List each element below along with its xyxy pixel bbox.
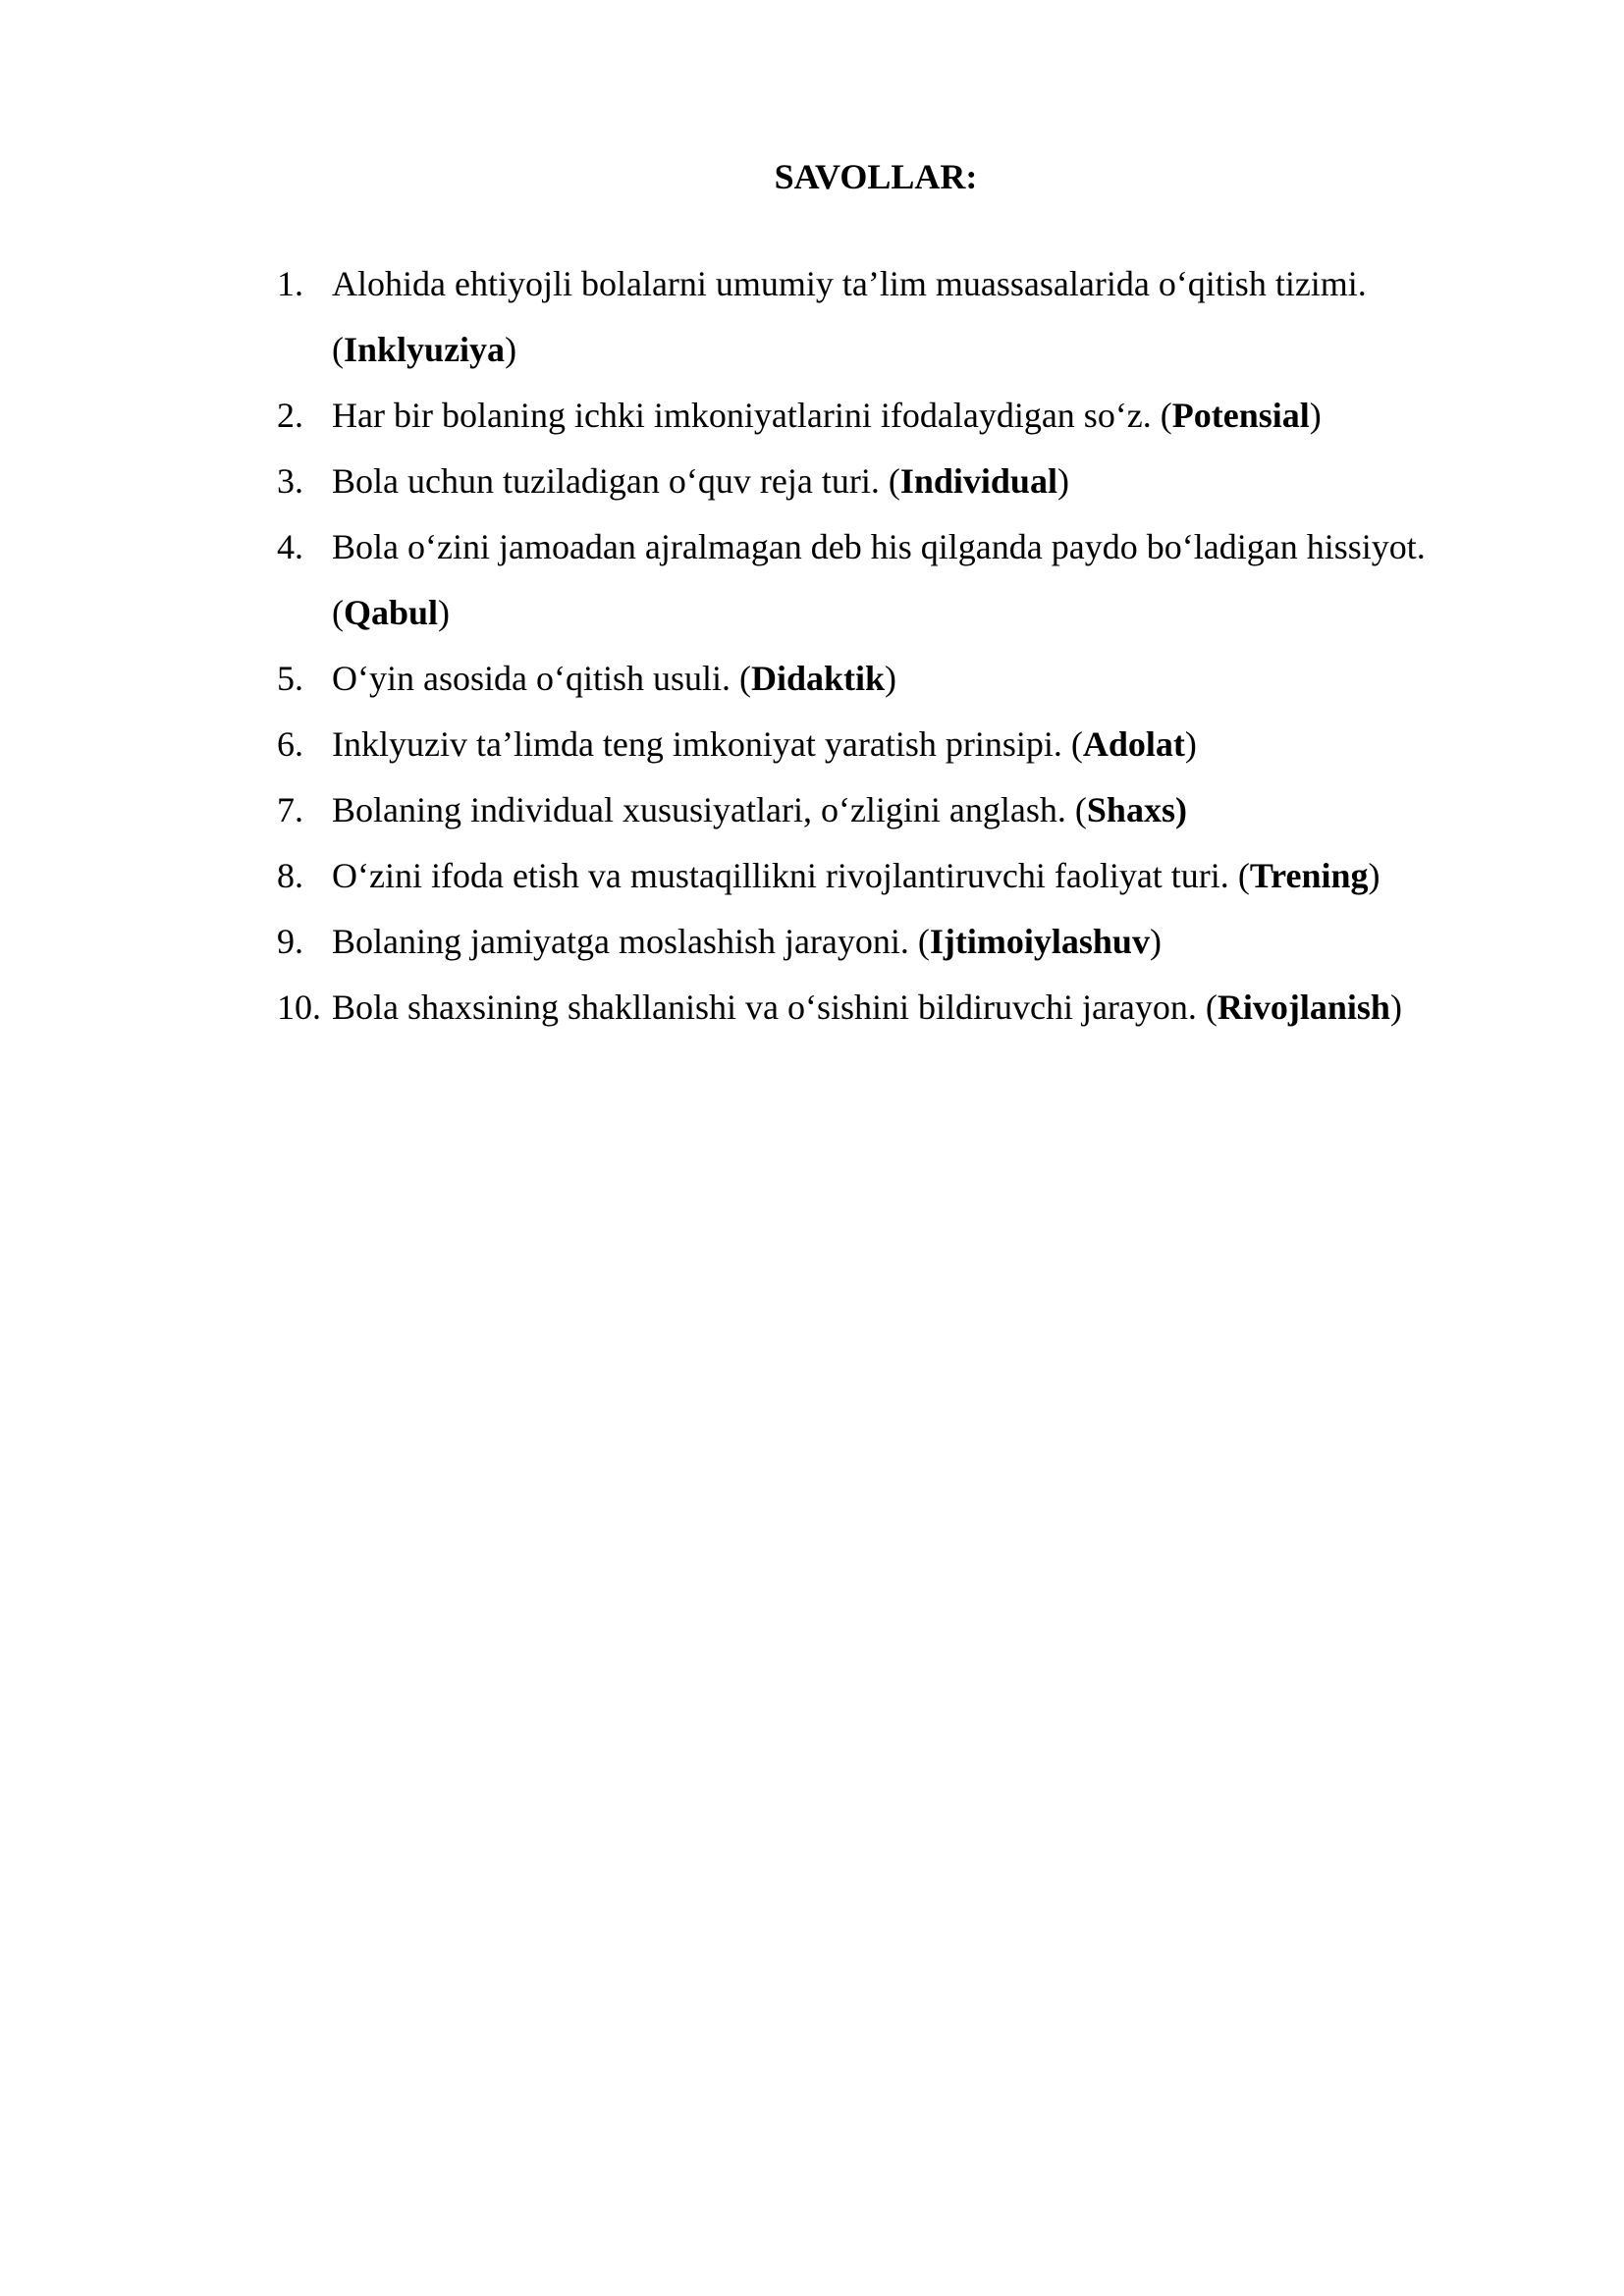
question-item [277,975,1524,1041]
question-body [332,383,1524,449]
answer-open-paren: ( [917,922,930,961]
question-body [332,514,1524,646]
question-answer: Qabul [344,593,439,632]
question-item [277,843,1524,909]
answer-open-paren: ( [738,659,751,698]
answer-close-paren: ) [505,330,517,369]
question-body [332,909,1524,975]
answer-close-paren: ) [1389,988,1402,1027]
question-text: Bola uchun tuziladigan o‘quv reja turi. [332,461,880,501]
question-number: 10. [277,988,321,1027]
question-number: 9. [277,922,303,961]
question-text: O‘zini ifoda etish va mustaqillikni rivojlantiruvchi faoliyat turi. [332,856,1229,895]
answer-close-paren: ) [1368,856,1380,895]
question-number: 2. [277,396,303,435]
question-number: 7. [277,790,303,829]
question-body [332,449,1524,514]
question-item [277,909,1524,975]
question-text: Bolaning individual xususiyatlari, o‘zligini anglash. [332,790,1066,829]
answer-open-paren: ( [1237,856,1250,895]
question-number: 6. [277,724,303,764]
question-text: Alohida ehtiyojli bolalarni umumiy ta’lim muassasalarida o‘qitish tizimi. [332,264,1367,303]
question-item [277,646,1524,712]
question-number: 1. [277,264,303,303]
question-text: Har bir bolaning ichki imkoniyatlarini ifodalaydigan so‘z. [332,396,1152,435]
answer-open-paren: ( [1070,724,1083,764]
answer-open-paren: ( [332,330,344,369]
question-text: Inklyuziv ta’limda teng imkoniyat yaratish prinsipi. [332,724,1062,764]
answer-close-paren: ) [1309,396,1322,435]
answer-open-paren: ( [1205,988,1218,1027]
question-text: Bola shaxsining shakllanishi va o‘sishini bildiruvchi jarayon. [332,988,1197,1027]
question-item [277,712,1524,777]
question-text: O‘yin asosida o‘qitish usuli. [332,659,731,698]
answer-close-paren: ) [1184,724,1197,764]
question-number: 5. [277,659,303,698]
question-body [332,251,1524,383]
question-body [332,777,1524,843]
question-body [332,975,1524,1041]
question-answer: Shaxs) [1086,790,1187,829]
answer-open-paren: ( [888,461,900,501]
question-body [332,646,1524,712]
question-number: 3. [277,461,303,501]
question-answer: Trening [1249,856,1369,895]
answer-open-paren: ( [332,593,344,632]
question-answer: Potensial [1171,396,1310,435]
question-number: 8. [277,856,303,895]
question-item [277,777,1524,843]
question-item [277,449,1524,514]
question-item [277,514,1524,646]
answer-close-paren: ) [1056,461,1069,501]
answer-close-paren: ) [1149,922,1162,961]
question-answer: Adolat [1082,724,1185,764]
question-answer: Individual [899,461,1057,501]
answer-open-paren: ( [1160,396,1172,435]
page-title: SAVOLLAR: [774,157,978,196]
question-answer: Rivojlanish [1217,988,1390,1027]
question-answer: Didaktik [750,659,886,698]
answer-open-paren: ( [1074,790,1087,829]
question-number: 4. [277,527,303,566]
question-item [277,251,1524,383]
question-body [332,843,1524,909]
question-list [277,251,1524,1041]
answer-close-paren: ) [885,659,897,698]
question-answer: Ijtimoiylashuv [929,922,1150,961]
question-text: Bola o‘zini jamoadan ajralmagan deb his qilganda paydo bo‘ladigan hissiyot. [332,527,1426,566]
question-body [332,712,1524,777]
question-answer: Inklyuziya [344,330,506,369]
question-text: Bolaning jamiyatga moslashish jarayoni. [332,922,909,961]
answer-close-paren: ) [438,593,451,632]
question-item [277,383,1524,449]
